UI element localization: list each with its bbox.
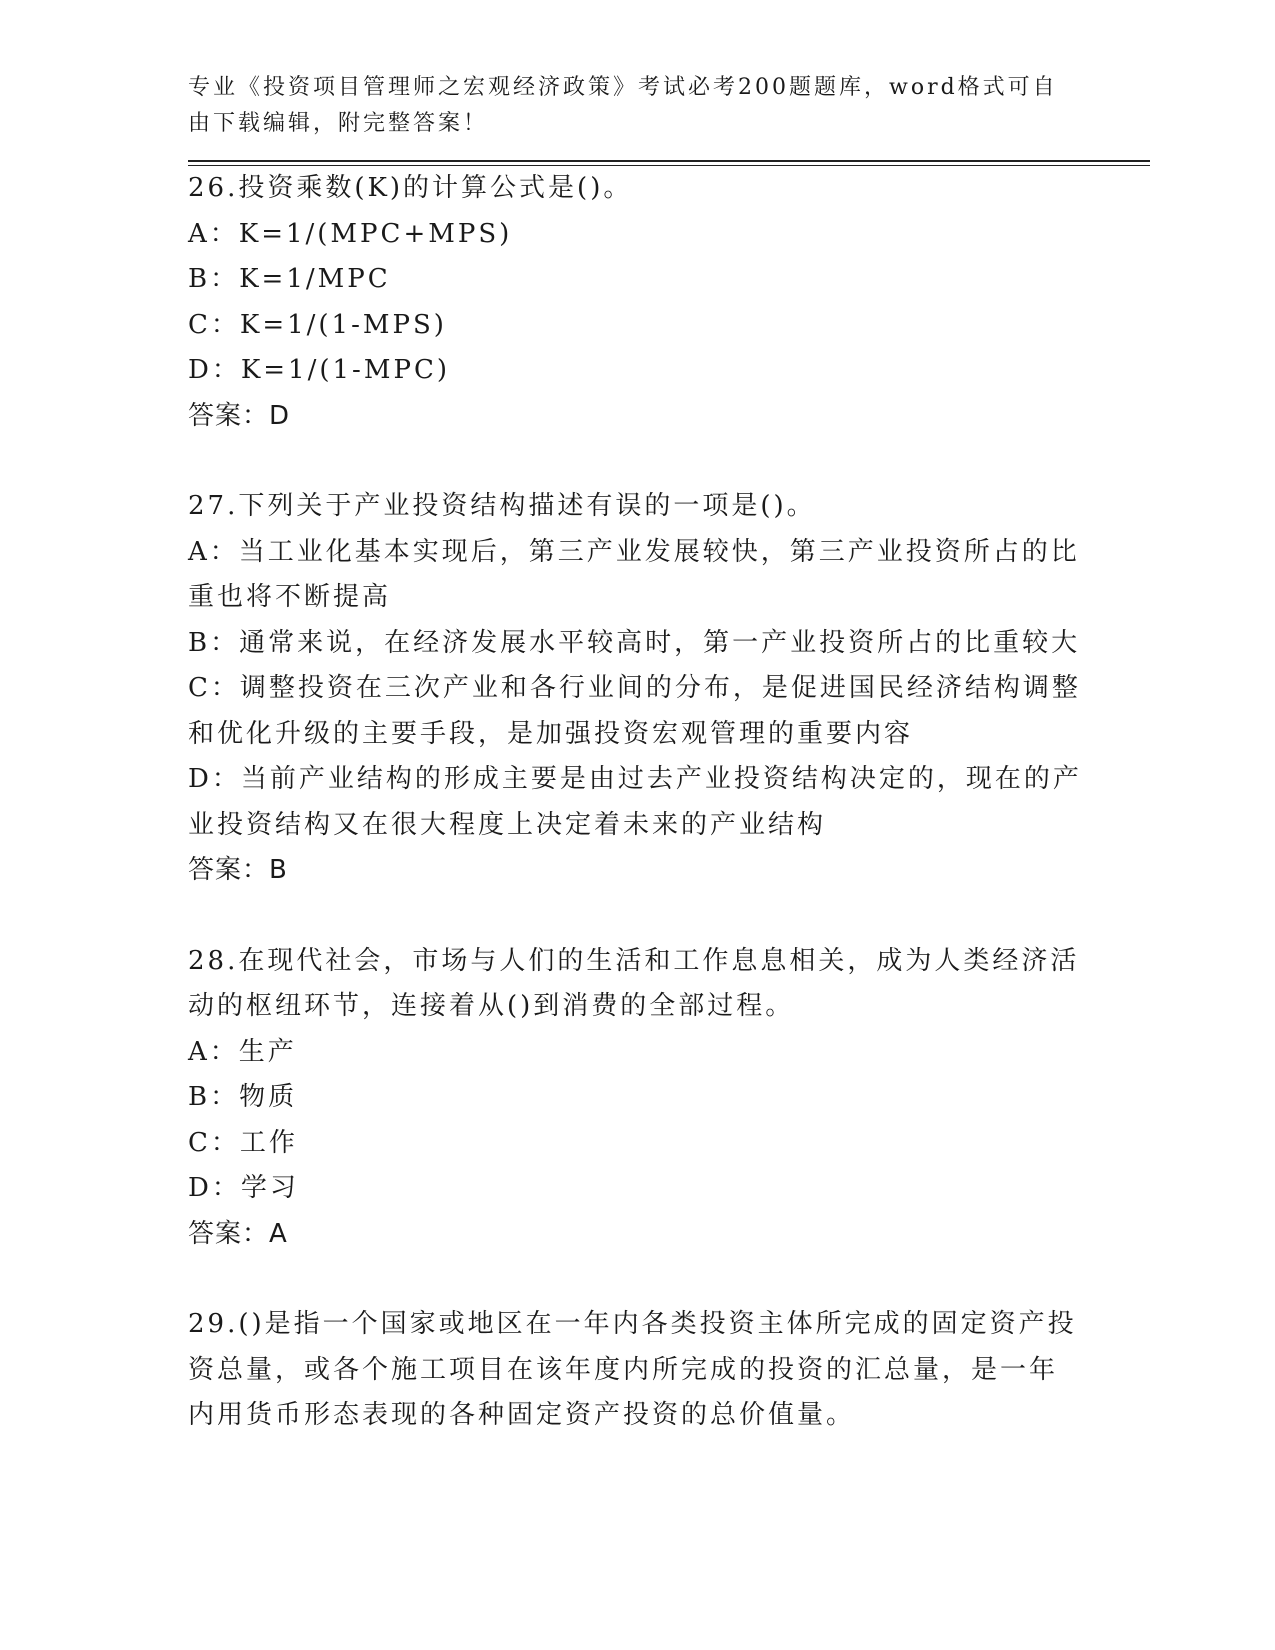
question-27 <box>188 484 1148 894</box>
option-b: B：物质 <box>188 1082 298 1112</box>
option-d: D：当前产业结构的形成主要是由过去产业投资结构决定的，现在的产业投资结构又在很大程度上决定着未来的产业结构 <box>188 764 1082 840</box>
question-spacer <box>188 439 1148 484</box>
option-d: D：K=1/(1-MPC) <box>188 355 450 385</box>
option-a: A：生产 <box>188 1036 297 1067</box>
question-stem: 28.在现代社会，市场与人们的生活和工作息息相关，成为人类经济活动的枢纽环节，连接着从()到消费的全部过程。 <box>188 945 1080 1021</box>
option-b: B：K=1/MPC <box>188 264 391 294</box>
option-c: C：K=1/(1-MPS) <box>188 309 447 340</box>
option-a: A：K=1/(MPC+MPS) <box>188 218 513 249</box>
question-stem: 29.()是指一个国家或地区在一年内各类投资主体所完成的固定资产投资总量，或各个施工项目在该年度内所完成的投资的汇总量，是一年内用货币形态表现的各种固定资产投资的总价值量。 <box>188 1309 1077 1430</box>
question-26 <box>188 166 1148 439</box>
option-a: A：当工业化基本实现后，第三产业发展较快，第三产业投资所占的比重也将不断提高 <box>188 536 1080 612</box>
option-c: C：调整投资在三次产业和各行业间的分布，是促进国民经济结构调整和优化升级的主要手段，是加强投资宏观管理的重要内容 <box>188 673 1081 749</box>
answer: 答案：D <box>188 400 291 431</box>
option-b: B：通常来说，在经济发展水平较高时，第一产业投资所占的比重较大 <box>188 627 1081 658</box>
question-spacer <box>188 1257 1148 1302</box>
document-header: 专业《投资项目管理师之宏观经济政策》考试必考200题题库，word格式可自由下载编辑，附完整答案！ <box>188 75 1058 136</box>
option-c: C：工作 <box>188 1127 298 1158</box>
question-stem: 26.投资乘数(K)的计算公式是()。 <box>188 173 633 203</box>
question-spacer <box>188 894 1148 939</box>
question-stem: 27.下列关于产业投资结构描述有误的一项是()。 <box>188 491 816 521</box>
option-d: D：学习 <box>188 1173 299 1203</box>
question-28 <box>188 939 1148 1258</box>
document-page <box>188 70 1148 1439</box>
question-29 <box>188 1302 1148 1439</box>
answer: 答案：B <box>188 855 288 885</box>
answer: 答案：A <box>188 1218 288 1249</box>
